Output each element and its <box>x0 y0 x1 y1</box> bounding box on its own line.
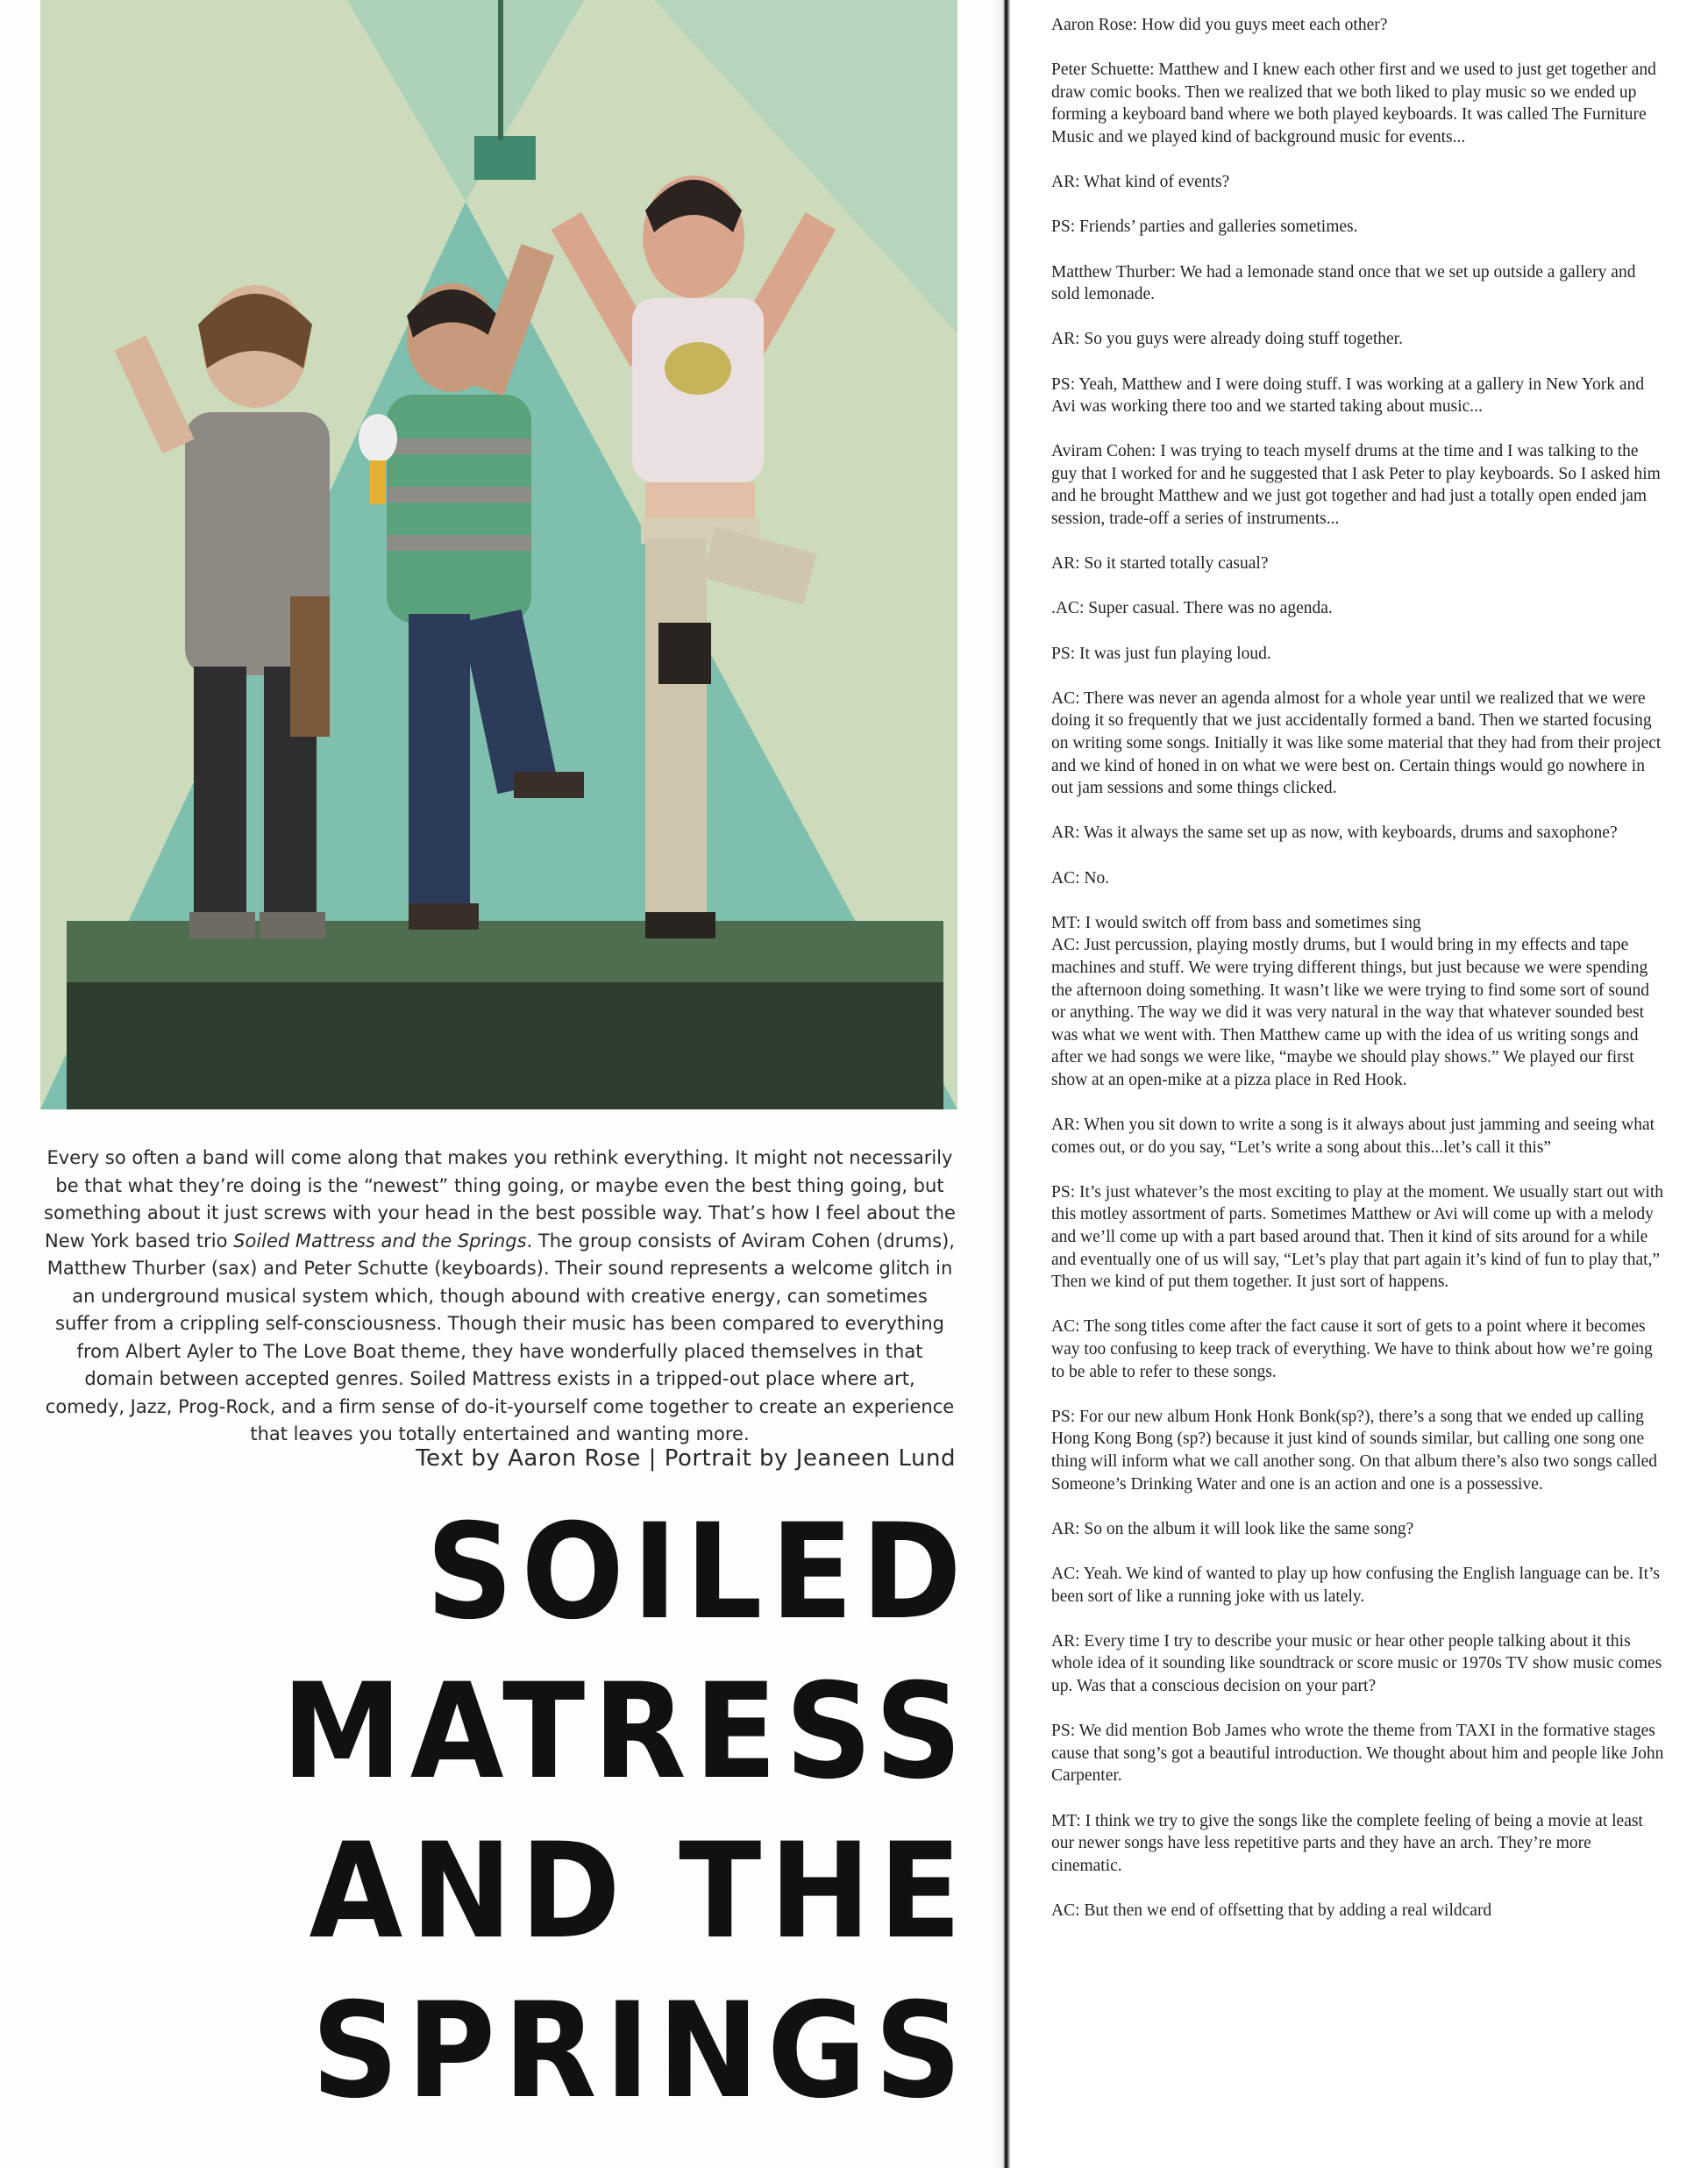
interview-paragraph: AR: What kind of events? <box>1051 173 1230 192</box>
interview-paragraph: AR: So on the album it will look like the same song? <box>1051 1519 1414 1538</box>
intro-band-name: Soiled Mattress and the Springs <box>233 1230 527 1252</box>
interview-paragraph: AR: Was it always the same set up as now, with keyboards, drums and saxophone? <box>1051 824 1618 843</box>
interview-paragraph: AC: The song titles come after the fact cause it sort of gets to a point where it becomes way too confusing to keep track of everything. We have to think about how we’re going to be able to refer to these songs. <box>1051 1317 1653 1381</box>
title-line-4: SPRINGS <box>311 1975 970 2128</box>
interview-paragraph: AC: Just percussion, playing mostly drums, but I would bring in my effects and tape machines and stuff. We were trying different things, but just because we were spending the afternoon doing something. It wasn’t like we were trying to find some sort of sound or anything. The way we did it was very natural in the way that whatever sounded best was what we went with. Then Matthew came up with the idea of us writing songs and after we had songs we were like, “maybe we should play shows.” We played our first show at an open-mike at a pizza place in Red Hook. <box>1051 936 1650 1089</box>
title-line-1: SOILED <box>425 1496 970 1649</box>
intro-paragraph <box>44 1145 956 1449</box>
interview-paragraph: PS: For our new album Honk Honk Bonk(sp?), there’s a song that we ended up calling Hong Kong Bong (sp?) because it just kind of sounds similar, but calling one song one thing will inform what we call another song. On that album there’s also two songs called Someone’s Drinking Water and one is an action and one is a possessive. <box>1051 1407 1658 1494</box>
byline-credit: Text by Aaron Rose | Portrait by Jeaneen Lund <box>416 1445 956 1472</box>
title-line-2: MATRESS <box>281 1656 970 1808</box>
interview-paragraph: Aviram Cohen: I was trying to teach myself drums at the time and I was talking to the guy that I worked for and he suggested that I ask Peter to play keyboards. So I asked him and he brought Matthew and we just got together and had just a totally open ended jam session, trade-off a series of instruments... <box>1051 442 1661 529</box>
intro-text-part1: Every so often a band will come along that makes you rethink everything. It might not necessarily be that what they’re doing is the “newest” thing going, or maybe even the best thing going, but something about it just screws with your head in the best possible way. That’s how I feel about the New York based trio <box>44 1147 956 1252</box>
interview-column <box>1051 14 1665 1944</box>
interview-paragraph: Peter Schuette: Matthew and I knew each other first and we used to just get together and draw comic books. Then we realized that we both liked to play music so we ended up forming a keyboard band where we both played keyboards. It was called The Furniture Music and we played kind of background music for events... <box>1051 61 1656 146</box>
interview-paragraph: PS: Yeah, Matthew and I were doing stuff. I was working at a gallery in New York and Avi was working there too and we started taking about music... <box>1051 374 1645 417</box>
interview-paragraph: AR: Every time I try to describe your music or hear other people talking about it this whole idea of it sounding like soundtrack or score music or 1970s TV show music comes up. Was that a conscious decision on your part? <box>1051 1631 1662 1695</box>
interview-paragraph: PS: We did mention Bob James who wrote the theme from TAXI in the formative stages cause that song’s got a beautiful introduction. We thought about him and people like John Carpenter. <box>1051 1722 1664 1786</box>
intro-text-part2: . The group consists of Aviram Cohen (drums), Matthew Thurber (sax) and Peter Schutte (keyboards). Their sound represents a welcome glitch in an underground musical system which, though abound with creative energy, can sometimes suffer from a crippling self-consciousness. Though their music has been compared to everything from Albert Ayler to The Love Boat theme, they have wonderfully placed themselves in that domain between accepted genres. Soiled Mattress exists in a tripped-out place where art, comedy, Jazz, Prog-Rock, and a firm sense of do-it-yourself come together to create an experience that leaves you totally entertained and wanting more. <box>45 1230 955 1444</box>
band-photo-illustration <box>40 0 957 1109</box>
interview-paragraph: .AC: Super casual. There was no agenda. <box>1051 599 1333 618</box>
page-spine-divider <box>1005 0 1007 2168</box>
interview-paragraph: Matthew Thurber: We had a lemonade stand once that we set up outside a gallery and sold lemonade. <box>1051 262 1636 304</box>
right-page <box>1021 0 1708 2168</box>
title-line-3: AND THE <box>309 1815 970 1968</box>
band-photo <box>40 0 957 1109</box>
interview-paragraph: AC: No. <box>1051 868 1110 888</box>
interview-paragraph: AR: So you guys were already doing stuff together. <box>1051 330 1403 349</box>
interview-paragraph: MT: I think we try to give the songs like the complete feeling of being a movie at least our newer songs have less repetitive parts and they have an arch. They’re more cinematic. <box>1051 1811 1643 1875</box>
interview-paragraph: AC: Yeah. We kind of wanted to play up how confusing the English language can be. It’s been sort of like a running joke with us lately. <box>1051 1564 1660 1606</box>
interview-paragraph: AR: When you sit down to write a song is it always about just jamming and seeing what comes out, or do you say, “Let’s write a song about this...let’s call it this” <box>1051 1116 1655 1157</box>
interview-paragraph: AC: But then we end of offsetting that by adding a real wildcard <box>1051 1901 1492 1920</box>
page-gutter <box>991 0 1017 2168</box>
interview-paragraph: Aaron Rose: How did you guys meet each other? <box>1051 16 1388 34</box>
interview-paragraph: AR: So it started totally casual? <box>1051 554 1269 574</box>
interview-paragraph: PS: Friends’ parties and galleries sometimes. <box>1051 218 1358 237</box>
interview-paragraph: MT: I would switch off from bass and sometimes sing <box>1051 913 1421 932</box>
interview-paragraph: PS: It was just fun playing loud. <box>1051 644 1271 663</box>
interview-paragraph: PS: It’s just whatever’s the most exciting to play at the moment. We usually start out with this motley assortment of parts. Sometimes Matthew or Avi will come up with a melody and we’ll come up with a part based around that. Then it kind of sits around for a while and eventually one of us will say, “Let’s play that part again it’s kind of fun to play that,” Then we kind of put them together. It just sort of happens. <box>1051 1182 1664 1292</box>
interview-paragraph: AC: There was never an agenda almost for a whole year until we realized that we were doing it so frequently that we just accidentally formed a band. Then we started focusing on writing some songs. Initially it was like some material that they had from their project and we kind of honed in on what we were best on. Certain things would go nowhere in out jam sessions and some things clicked. <box>1051 688 1662 798</box>
